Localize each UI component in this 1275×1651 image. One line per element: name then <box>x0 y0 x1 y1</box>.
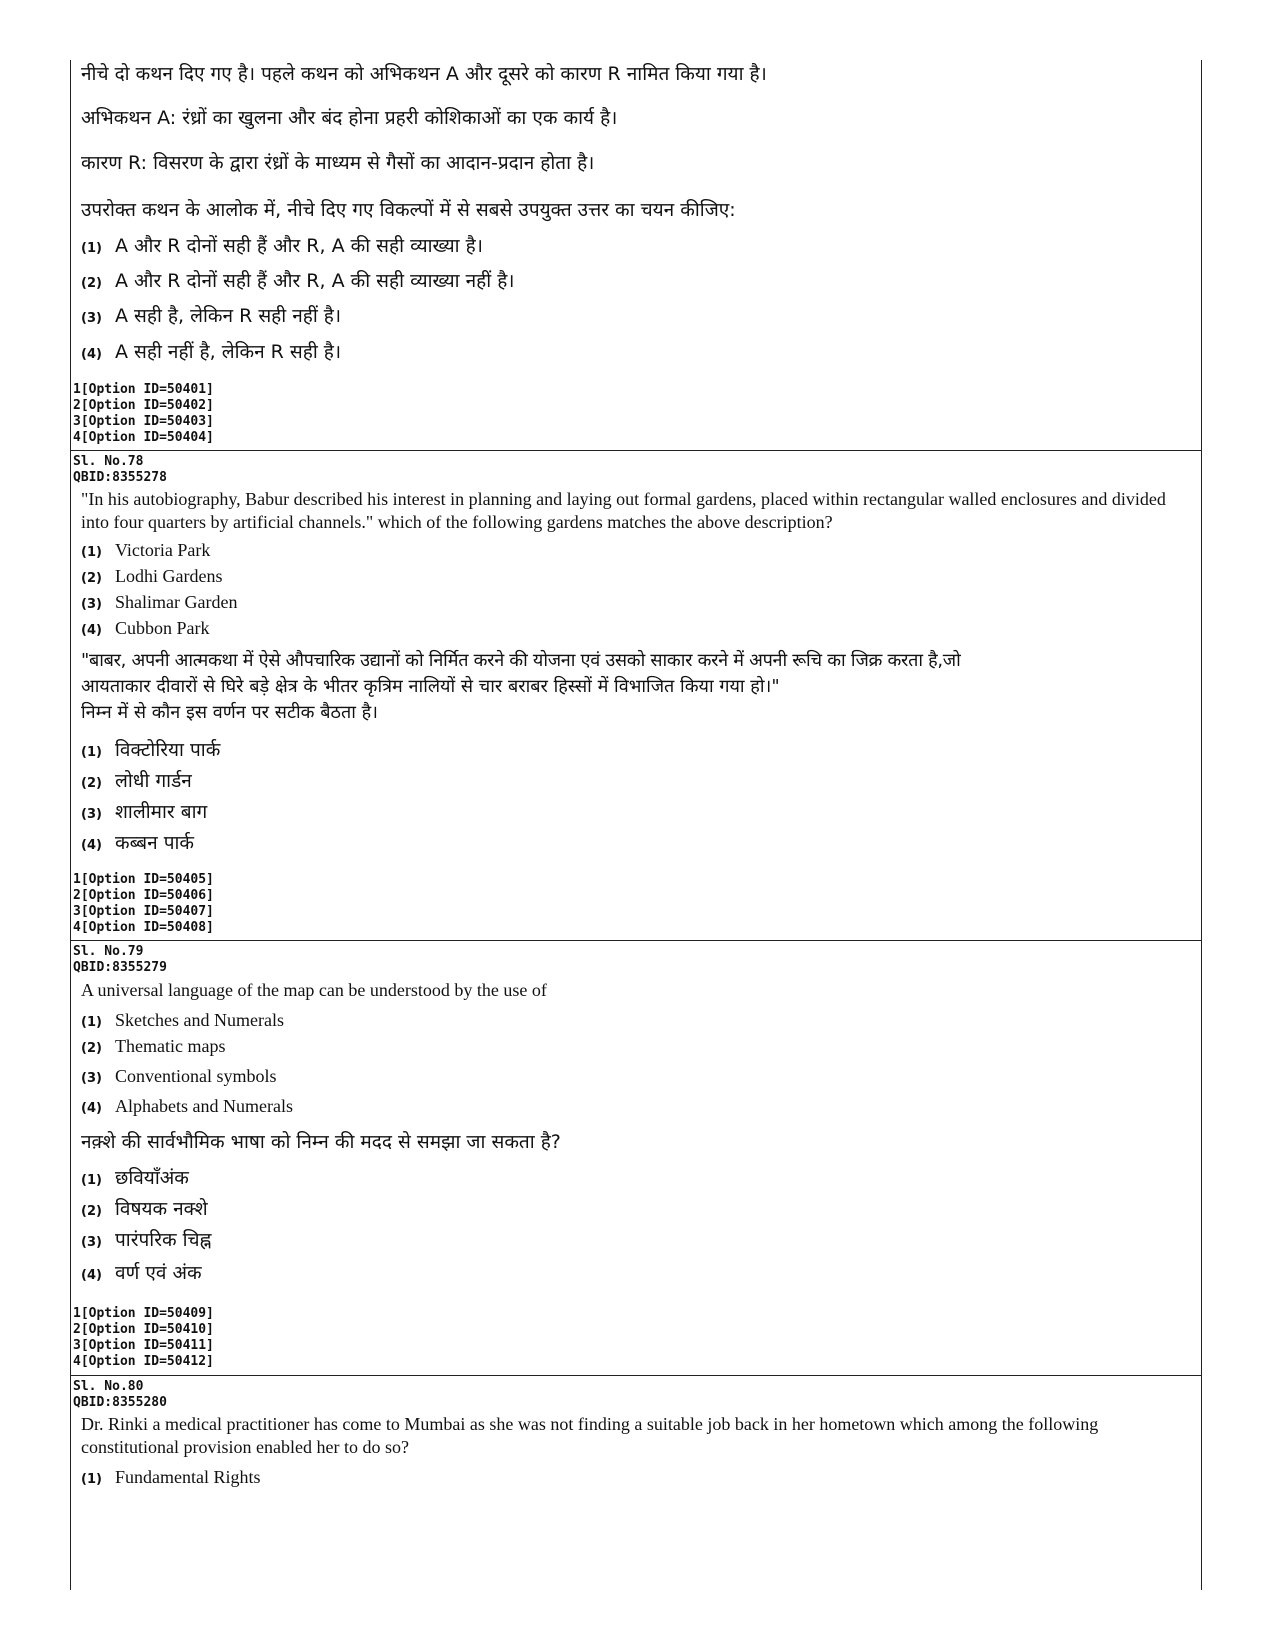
q77-reason: कारण R: विसरण के द्वारा रंध्रों के माध्यम से गैसों का आदान-प्रदान होता है। <box>81 152 595 174</box>
option-text: वर्ण एवं अंक <box>115 1262 202 1284</box>
q78-option-hi-2 <box>81 767 192 793</box>
option-text: Fundamental Rights <box>115 1467 261 1487</box>
section-divider <box>71 450 1201 451</box>
option-number: (2) <box>81 1204 102 1219</box>
option-number: (3) <box>81 311 102 326</box>
option-text: छवियाँअंक <box>115 1167 189 1189</box>
q78-option-en-2 <box>81 566 222 587</box>
q78-question-hi-line-1: "बाबर, अपनी आत्मकथा में ऐसे औपचारिक उद्यानों को निर्मित करने की योजना एवं उसको साकार करने में अपनी रूचि का जिक्र करता है,जो <box>81 650 961 671</box>
option-text: A और R दोनों सही हैं और R, A की सही व्याख्या नहीं है। <box>115 270 515 292</box>
option-text: Thematic maps <box>115 1036 226 1056</box>
q78-question-hi-line-3: निम्न में से कौन इस वर्णन पर सटीक बैठता है। <box>81 702 378 723</box>
q78-option-en-1 <box>81 540 210 561</box>
q78-question-hi-line-2: आयताकार दीवारों से घिरे बड़े क्षेत्र के भीतर कृत्रिम नालियों से चार बराबर हिस्सों में विभाजित किया गया हो।" <box>81 676 780 697</box>
section-divider <box>71 940 1201 941</box>
option-id: 2[Option ID=50410] <box>73 1322 214 1337</box>
q79-option-en-4 <box>81 1096 293 1117</box>
option-id: 3[Option ID=50407] <box>73 904 214 919</box>
serial-number: Sl. No.78 <box>73 454 144 469</box>
option-id: 4[Option ID=50412] <box>73 1354 214 1369</box>
q79-header <box>73 944 167 976</box>
option-number: (3) <box>81 1235 102 1250</box>
option-number: (4) <box>81 623 102 638</box>
option-id: 2[Option ID=50402] <box>73 398 214 413</box>
option-number: (3) <box>81 807 102 822</box>
option-text: शालीमार बाग <box>115 801 208 823</box>
q80-question-en: Dr. Rinki a medical practitioner has come to Mumbai as she was not finding a suitable job back in her hometown which among the following constitutional provision enabled her to do so? <box>81 1414 1099 1457</box>
option-number: (2) <box>81 1041 102 1056</box>
option-text: A और R दोनों सही हैं और R, A की सही व्याख्या है। <box>115 235 483 257</box>
q78-option-en-4 <box>81 618 210 639</box>
option-number: (1) <box>81 241 102 256</box>
option-id: 2[Option ID=50406] <box>73 888 214 903</box>
option-text: Alphabets and Numerals <box>115 1096 293 1116</box>
option-id: 4[Option ID=50408] <box>73 920 214 935</box>
option-text: लोधी गार्डन <box>115 770 192 792</box>
q79-option-hi-3 <box>81 1226 211 1252</box>
option-number: (4) <box>81 1268 102 1283</box>
option-id: 3[Option ID=50411] <box>73 1338 214 1353</box>
option-id: 4[Option ID=50404] <box>73 430 214 445</box>
q79-option-hi-1 <box>81 1164 189 1190</box>
q79-option-ids <box>73 1306 214 1370</box>
option-number: (1) <box>81 1173 102 1188</box>
q78-option-hi-4 <box>81 829 194 855</box>
q78-option-en-3 <box>81 592 237 613</box>
option-text: विषयक नक्शे <box>115 1198 208 1220</box>
qbid: QBID:8355279 <box>73 960 167 975</box>
option-number: (2) <box>81 776 102 791</box>
option-number: (3) <box>81 1071 102 1086</box>
q80-header <box>73 1379 167 1411</box>
q78-question-en: "In his autobiography, Babur described his interest in planning and laying out formal gardens, placed within rectangular walled enclosures and divided into four quarters by artificial channels." which of the following gardens matches the above description? <box>81 489 1166 532</box>
q78-option-ids <box>73 872 214 936</box>
option-number: (1) <box>81 1015 102 1030</box>
option-text: A सही नहीं है, लेकिन R सही है। <box>115 341 342 363</box>
option-text: Cubbon Park <box>115 618 210 638</box>
option-number: (3) <box>81 597 102 612</box>
q79-question-hi: नक़्शे की सार्वभौमिक भाषा को निम्न की मदद से समझा जा सकता है? <box>81 1131 561 1153</box>
option-text: विक्टोरिया पार्क <box>115 739 221 761</box>
q77-instruction: नीचे दो कथन दिए गए है। पहले कथन को अभिकथन A और दूसरे को कारण R नामित किया गया है। <box>81 63 767 85</box>
option-number: (1) <box>81 745 102 760</box>
q77-option-4 <box>81 338 341 364</box>
option-id: 1[Option ID=50401] <box>73 382 214 397</box>
q79-question-en: A universal language of the map can be understood by the use of <box>81 980 547 1000</box>
q79-option-en-2 <box>81 1036 225 1057</box>
option-text: कब्बन पार्क <box>115 832 195 854</box>
option-id: 3[Option ID=50403] <box>73 414 214 429</box>
question-paper-page <box>70 60 1202 1590</box>
q78-option-hi-3 <box>81 798 207 824</box>
option-text: Shalimar Garden <box>115 592 238 612</box>
q79-option-hi-4 <box>81 1259 202 1285</box>
q78-header <box>73 454 167 486</box>
option-text: Sketches and Numerals <box>115 1010 284 1030</box>
option-number: (1) <box>81 1472 102 1487</box>
option-text: Victoria Park <box>115 540 211 560</box>
option-id: 1[Option ID=50409] <box>73 1306 214 1321</box>
q77-option-2 <box>81 267 515 293</box>
option-number: (1) <box>81 545 102 560</box>
q79-option-hi-2 <box>81 1195 208 1221</box>
q78-option-hi-1 <box>81 736 220 762</box>
section-divider <box>71 1375 1201 1376</box>
q77-prompt: उपरोक्त कथन के आलोक में, नीचे दिए गए विकल्पों में से सबसे उपयुक्त उत्तर का चयन कीजिए: <box>81 199 736 221</box>
q79-option-en-3 <box>81 1066 277 1087</box>
option-text: पारंपरिक चिह्न <box>115 1229 212 1251</box>
option-text: A सही है, लेकिन R सही नहीं है। <box>115 305 342 327</box>
q77-assertion: अभिकथन A: रंध्रों का खुलना और बंद होना प्रहरी कोशिकाओं का एक कार्य है। <box>81 107 618 129</box>
q77-option-3 <box>81 302 341 328</box>
q79-option-en-1 <box>81 1010 284 1031</box>
option-text: Conventional symbols <box>115 1066 277 1086</box>
qbid: QBID:8355280 <box>73 1395 167 1410</box>
q77-option-1 <box>81 232 483 258</box>
option-text: Lodhi Gardens <box>115 566 223 586</box>
option-number: (4) <box>81 347 102 362</box>
serial-number: Sl. No.80 <box>73 1379 144 1394</box>
q80-option-en-1 <box>81 1467 261 1488</box>
option-number: (2) <box>81 571 102 586</box>
q77-option-ids <box>73 382 214 446</box>
option-number: (2) <box>81 276 102 291</box>
option-number: (4) <box>81 1101 102 1116</box>
option-id: 1[Option ID=50405] <box>73 872 214 887</box>
option-number: (4) <box>81 838 102 853</box>
serial-number: Sl. No.79 <box>73 944 144 959</box>
qbid: QBID:8355278 <box>73 470 167 485</box>
